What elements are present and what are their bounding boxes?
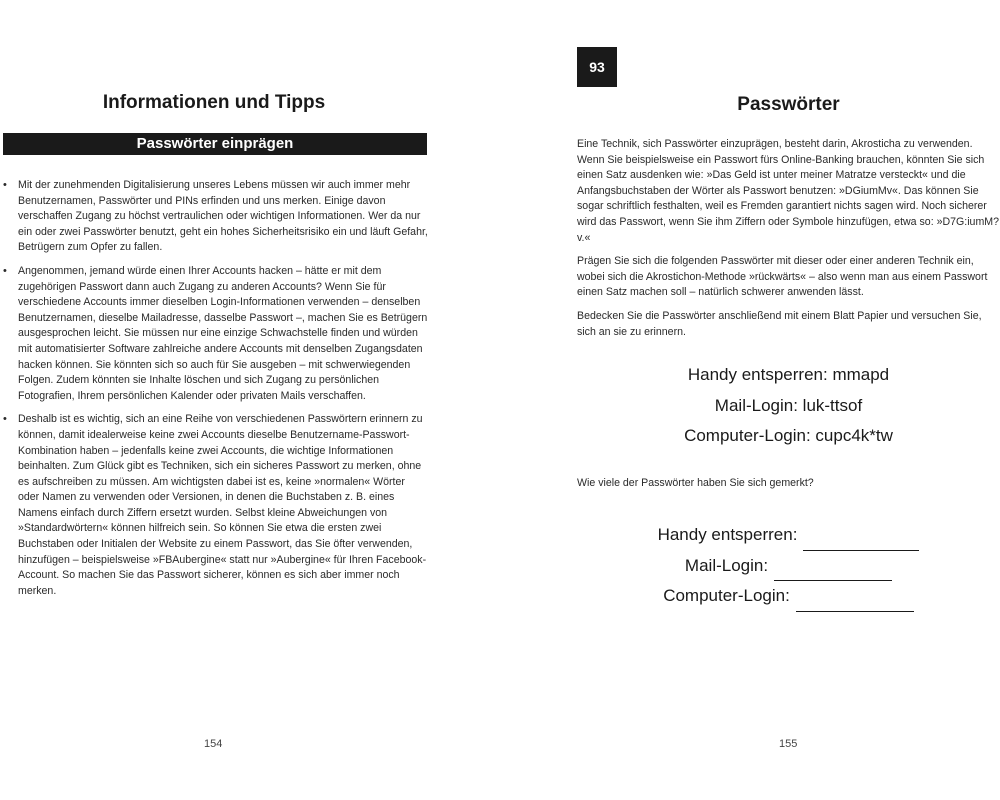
- bullet-list: [0, 178, 428, 607]
- section-heading-bar: Passwörter einprägen: [3, 133, 427, 155]
- recall-label: Mail-Login:: [684, 555, 769, 575]
- bullet-icon: •: [3, 264, 7, 277]
- bullet-item: [0, 178, 428, 256]
- recall-question: Wie viele der Passwörter haben Sie sich gemerkt?: [577, 477, 814, 489]
- body-text: [577, 137, 1000, 348]
- page-number-right: 155: [779, 738, 798, 750]
- bullet-icon: •: [3, 179, 7, 191]
- paragraph: Prägen Sie sich die folgenden Passwörter mit dieser oder einer anderen Technik ein, wobei sich die Akrostichon-Methode »rückwärts« – also wenn man aus einem Passwort einen Satz machen soll – natürlich schwerer anwenden lässt.: [577, 255, 988, 299]
- password-item: Computer-Login: cupc4k*tw: [684, 426, 893, 445]
- page-title: Passwörter: [737, 94, 840, 115]
- password-list: [577, 360, 1000, 452]
- password-item: Mail-Login: luk-ttsof: [714, 395, 863, 415]
- answer-blank[interactable]: [803, 528, 919, 551]
- recall-label: Handy entsperren:: [657, 525, 798, 544]
- right-page: [500, 0, 1000, 800]
- recall-label: Computer-Login:: [663, 586, 790, 605]
- recall-row: [577, 581, 1000, 612]
- chapter-title: Informationen und Tipps: [102, 92, 326, 113]
- bullet-text: Angenommen, jemand würde einen Ihrer Accounts hacken – hätte er mit dem zugehörigen Passwort dann auch Zugang zu anderen Accounts? Wenn Sie für verschiedene Accounts immer dieselben Login-Informationen verwenden – denselben Benutzernamen, dieselbe Mailadresse, dasselbe Passwort –, machen Sie es Betrügern ausgesprochen leicht. Sie müssen nur eine einzige Schwachstelle finden und würden mit automatisierter Software zahlreiche andere Accounts mit denselben Zugangsdaten hacken können. Sie könnten sich so auch für Sie ausgeben – mit schwerwiegenden Folgen. Zudem könnten sie Inhalte löschen und sich Zugang zu persönlichen Fotografien, Ihrem persönlichen Kalender oder privaten Mails verschaffen.: [18, 264, 428, 402]
- paragraph: Bedecken Sie die Passwörter anschließend mit einem Blatt Papier und versuchen Sie, sich an sie zu erinnern.: [577, 309, 982, 338]
- bullet-text: Deshalb ist es wichtig, sich an eine Reihe von verschiedenen Passwörtern erinnern zu können, damit idealerweise keine zwei Accounts dieselbe Benutzername-Passwort-Kombination haben – jedenfalls keine zwei Accounts, die wichtige Informationen beinhalten. Zum Glück gibt es Techniken, sich ein sicheres Passwort zu merken, ohne es aufschreiben zu müssen. Am wichtigsten dabei ist es, keine »normalen« Wörter oder Namen zu verwenden oder Versionen, in denen die Buchstaben z. B. eines Namens einfach durch Ziffern ersetzt wurden. Selbst kleine Abweichungen von »Standardwörtern« können hilfreich sein. So können Sie etwa die ersten zwei Buchstaben oder Initialen der Website zu einem Passwort, das Sie öfter verwenden, hinzufügen – beispielsweise »FBAubergine« statt nur »Aubergine« für Ihren Facebook-Account. So machen Sie das Passwort sicherer, können es sich aber immer noch merken.: [18, 413, 427, 597]
- answer-blank[interactable]: [774, 558, 892, 581]
- recall-row: [577, 551, 1000, 582]
- paragraph: Eine Technik, sich Passwörter einzuprägen, besteht darin, Akrosticha zu verwenden. Wenn Sie beispielsweise ein Passwort fürs Online-Banking brauchen, könnten Sie sich einen Satz ausdenken wie: »Das Geld ist unter meiner Matratze versteckt« und die Anfangsbuchstaben der Wörter als Passwort benutzen: »DGiumMv«. Das können Sie sogar schriftlich festhalten, weil es Fremden garantiert nichts sagen wird. Noch sicherer wird das Passwort, wenn Sie ihm Ziffern oder Symbole hinzufügen, etwa so: »D7G:iumM?v.«: [577, 138, 999, 244]
- page-badge: 93: [577, 47, 617, 87]
- bullet-item: [0, 412, 428, 599]
- answer-blank[interactable]: [796, 589, 914, 612]
- password-item: Handy entsperren: mmapd: [687, 365, 890, 384]
- bullet-item: [0, 264, 428, 404]
- bullet-text: Mit der zunehmenden Digitalisierung unseres Lebens müssen wir auch immer mehr Benutzernamen, Passwörter und PINs erfinden und uns merken. Einige davon verschaffen Zugang zu höchst vertraulichen oder wichtigen Informationen. Wer da nur ein oder zwei Passwörter benutzt, geht ein hohes Sicherheitsrisiko ein und läuft Gefahr, Betrügern zum Opfer zu fallen.: [18, 179, 428, 254]
- recall-form: [577, 520, 1000, 612]
- page-number-left: 154: [204, 738, 223, 750]
- bullet-icon: •: [3, 413, 7, 426]
- recall-row: [577, 520, 1000, 551]
